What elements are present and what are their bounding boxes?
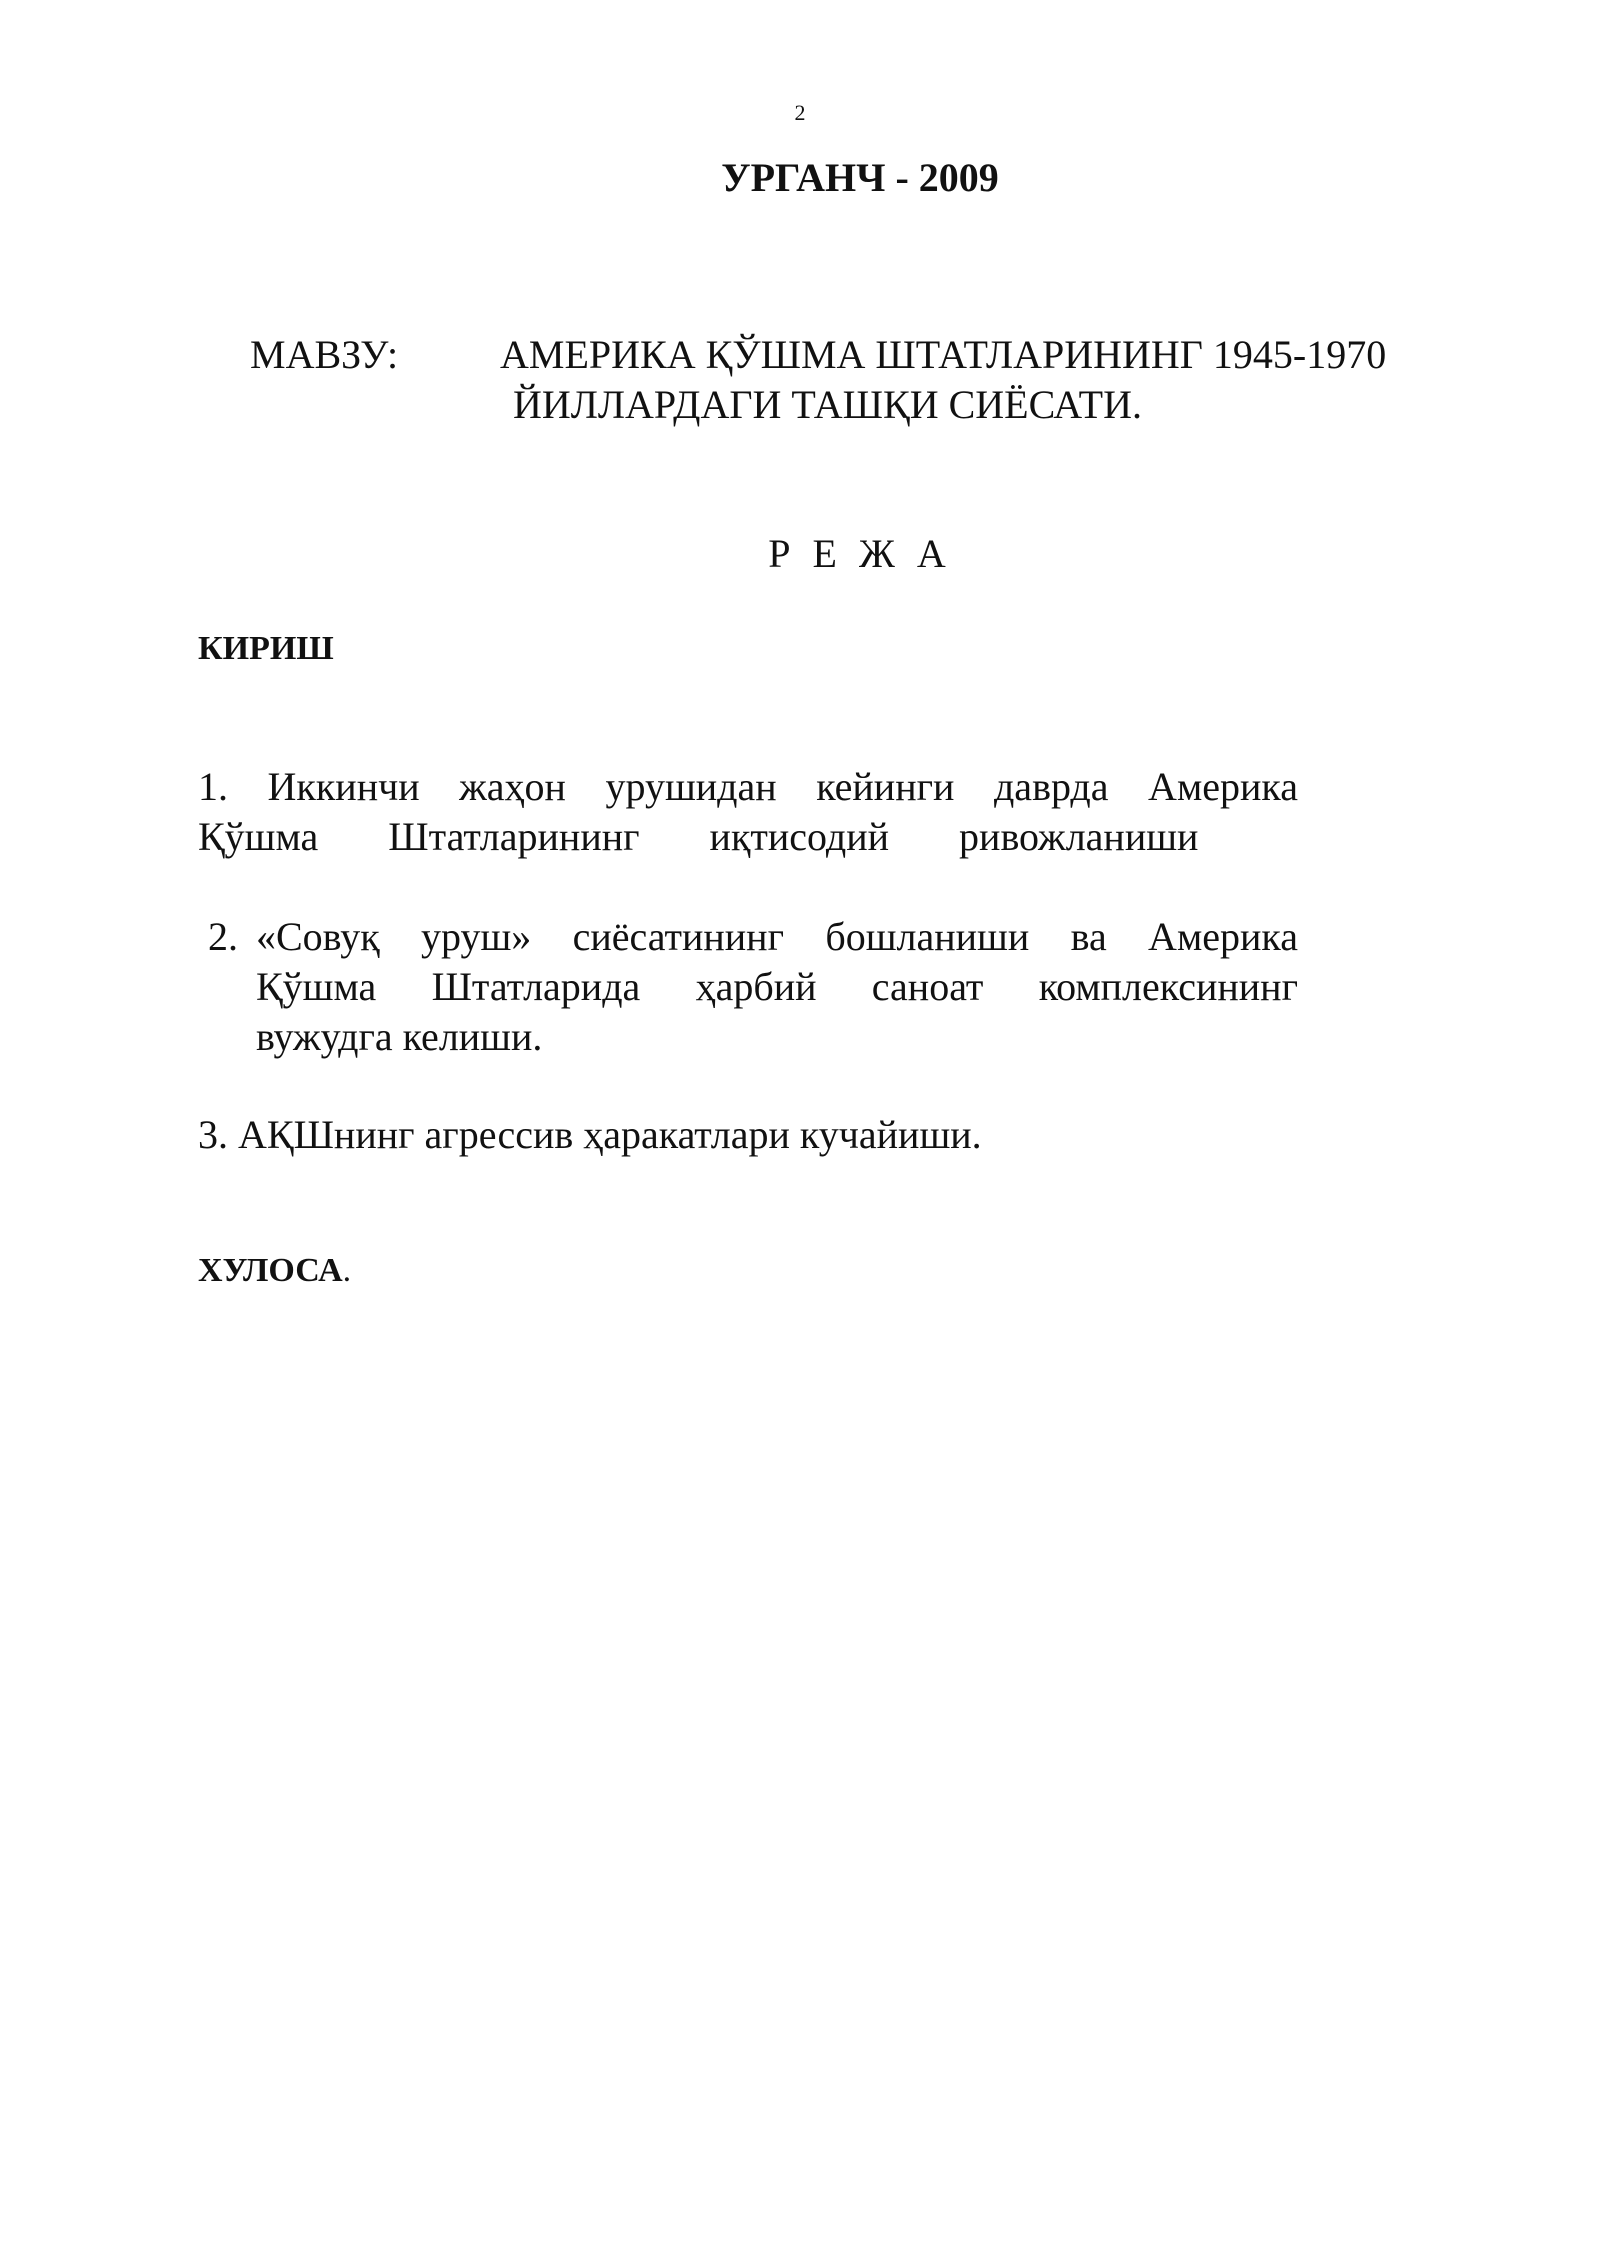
plan-item-2-line2: Қўшма Штатларида ҳарбий саноат комплексининг xyxy=(256,964,1298,1009)
plan-item-1-line2: Қўшма Штатларининг иқтисодий ривожланиши xyxy=(198,814,1199,859)
plan-item-2-number: 2. xyxy=(208,914,238,959)
plan-item-1 xyxy=(198,762,1298,862)
plan-item-3: 3. АҚШнинг агрессив ҳаракатлари кучайиши. xyxy=(198,1112,982,1157)
conclusion-label: ХУЛОСА xyxy=(198,1252,343,1289)
topic-label: МАВЗУ: xyxy=(250,332,399,377)
topic-title-line1: АМЕРИКА ҚЎШМА ШТАТЛАРИНИНГ 1945-1970 xyxy=(500,332,1387,377)
plan-item-2-line3: вужудга келиши. xyxy=(256,1014,543,1059)
city-year-title: УРГАНЧ - 2009 xyxy=(721,155,999,200)
plan-item-2-line1: «Совуқ уруш» сиёсатининг бошланиши ва Америка xyxy=(256,914,1298,959)
topic-title-line2: ЙИЛЛАРДАГИ ТАШҚИ СИЁСАТИ. xyxy=(513,382,1142,427)
page-number: 2 xyxy=(794,100,806,125)
plan-item-2 xyxy=(256,912,1298,1062)
plan-item-1-line1: 1. Иккинчи жаҳон урушидан кейинги даврда Америка xyxy=(198,764,1298,809)
conclusion-heading xyxy=(198,1252,351,1290)
plan-heading: Р Е Ж А xyxy=(768,531,952,576)
conclusion-punct: . xyxy=(342,1252,352,1289)
intro-heading: КИРИШ xyxy=(198,630,334,667)
